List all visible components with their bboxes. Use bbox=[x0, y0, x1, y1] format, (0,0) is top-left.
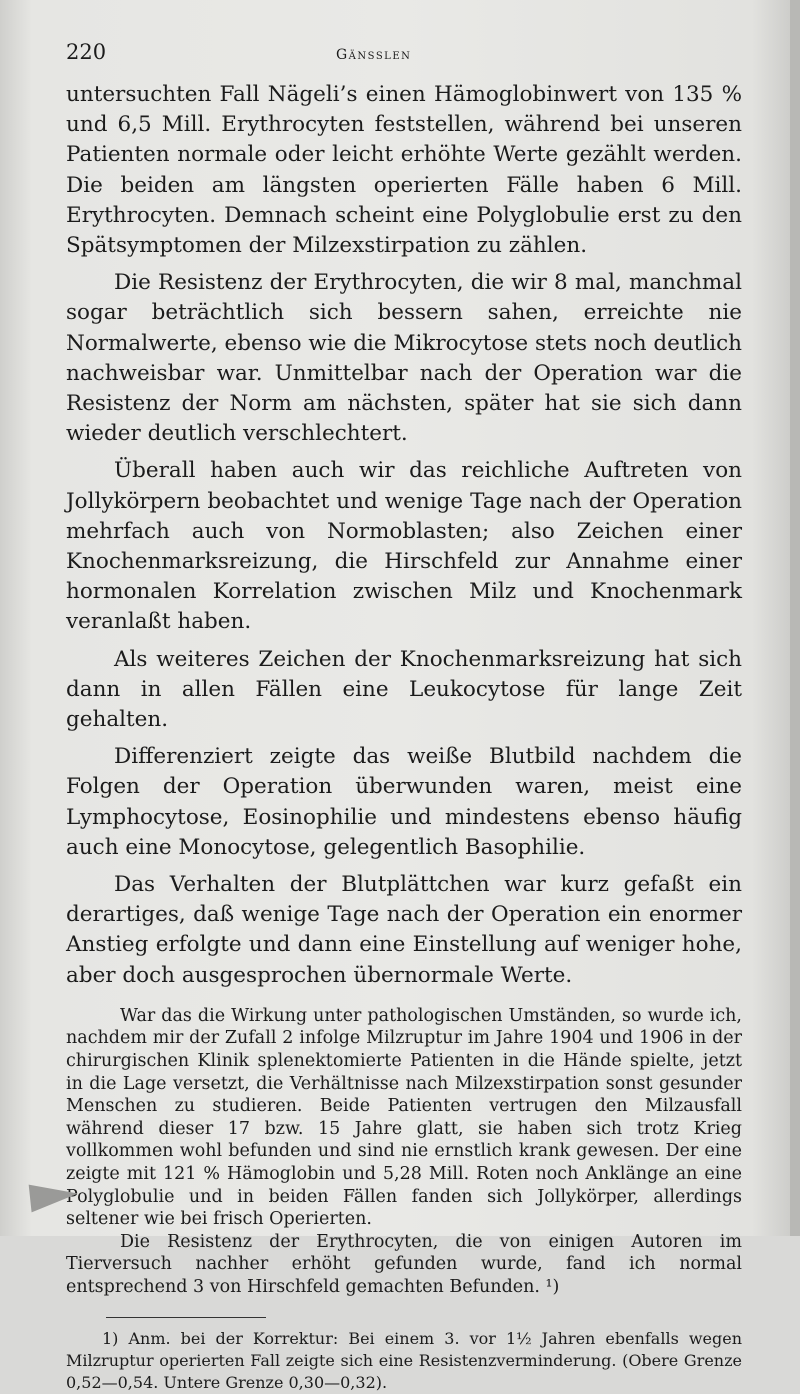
paragraph-3: Überall haben auch wir das reichliche Auftreten von Jollykörpern beobachtet und wenige Tage nach der Operation mehrfach auch von Normoblasten; also Zeichen einer Knochenmarksreizung, die Hirschfeld zur Annahme einer hormonalen Korrelation zwischen Milz und Knochenmark veranlaßt haben. bbox=[66, 458, 742, 635]
page-corner-mark bbox=[29, 1180, 80, 1213]
main-text bbox=[66, 80, 742, 991]
paragraph-5: Differenziert zeigte das weiße Blutbild nachdem die Folgen der Operation überwunden waren, meist eine Lymphocytose, Eosinophilie und mindestens ebenso häufig auch eine Monocytose, gelegentlich Basophilie. bbox=[66, 744, 742, 860]
footnote-rule bbox=[106, 1317, 266, 1318]
page-header bbox=[66, 40, 742, 80]
paragraph-4: Als weiteres Zeichen der Knochenmarksreizung hat sich dann in allen Fällen eine Leukocytose für lange Zeit gehalten. bbox=[66, 646, 742, 733]
small-print-section bbox=[66, 1005, 742, 1299]
page-edge bbox=[790, 0, 800, 1236]
page-number: 220 bbox=[66, 40, 107, 64]
paragraph-2: Die Resistenz der Erythrocyten, die wir 8 mal, manchmal sogar beträchtlich sich bessern sahen, erreichte nie Normalwerte, ebenso wie die Mikrocytose stets noch deutlich nachweisbar war. Unmittelbar nach der Operation war die Resistenz der Norm am nächsten, später hat sie sich dann wieder deutlich verschlechtert. bbox=[66, 270, 742, 447]
paragraph-6: Das Verhalten der Blutplättchen war kurz gefaßt ein derartiges, daß wenige Tage nach der Operation ein enormer Anstieg erfolgte und dann eine Einstellung auf weniger hohe, aber doch ausgesprochen übernormale Werte. bbox=[66, 872, 742, 988]
paragraph-1: untersuchten Fall Nägeli’s einen Hämoglobinwert von 135 % und 6,5 Mill. Erythrocyten feststellen, während bei unseren Patienten normale oder leicht erhöhte Werte gezählt werden. Die beiden am längsten operierten Fälle haben 6 Mill. Erythrocyten. Demnach scheint eine Polyglobulie erst zu den Spätsymptomen der Milzexstirpation zu zählen. bbox=[66, 82, 742, 259]
footnote bbox=[66, 1328, 742, 1394]
footnote-text: 1) Anm. bei der Korrektur: Bei einem 3. vor 1½ Jahren ebenfalls wegen Milzruptur operierten Fall zeigte sich eine Resistenzverminderung. (Obere Grenze 0,52—0,54. Untere Grenze 0,30—0,32). bbox=[66, 1328, 742, 1392]
small-paragraph-2: Die Resistenz der Erythrocyten, die von einigen Autoren im Tierversuch nachher erhöht gefunden wurde, fand ich normal entsprechend 3 von Hirschfeld gemachten Befunden. ¹) bbox=[66, 1231, 742, 1298]
running-head: Gänsslen bbox=[336, 47, 412, 63]
small-paragraph-1: War das die Wirkung unter pathologischen Umständen, so wurde ich, nachdem mir der Zufall 2 infolge Milzruptur im Jahre 1904 und 1906 in der chirurgischen Klinik splenektomierte Patienten in die Hände spielte, jetzt in die Lage versetzt, die Verhältnisse nach Milzexstirpation sonst gesunder Menschen zu studieren. Beide Patienten vertrugen den Milzausfall während dieser 17 bzw. 15 Jahre glatt, sie haben sich trotz Krieg vollkommen wohl befunden und sind nie ernstlich krank gewesen. Der eine zeigte mit 121 % Hämoglobin und 5,28 Mill. Roten noch Anklänge an eine Polyglobulie und in beiden Fällen fanden sich Jollykörper, allerdings seltener wie bei frisch Operierten. bbox=[66, 1005, 742, 1230]
